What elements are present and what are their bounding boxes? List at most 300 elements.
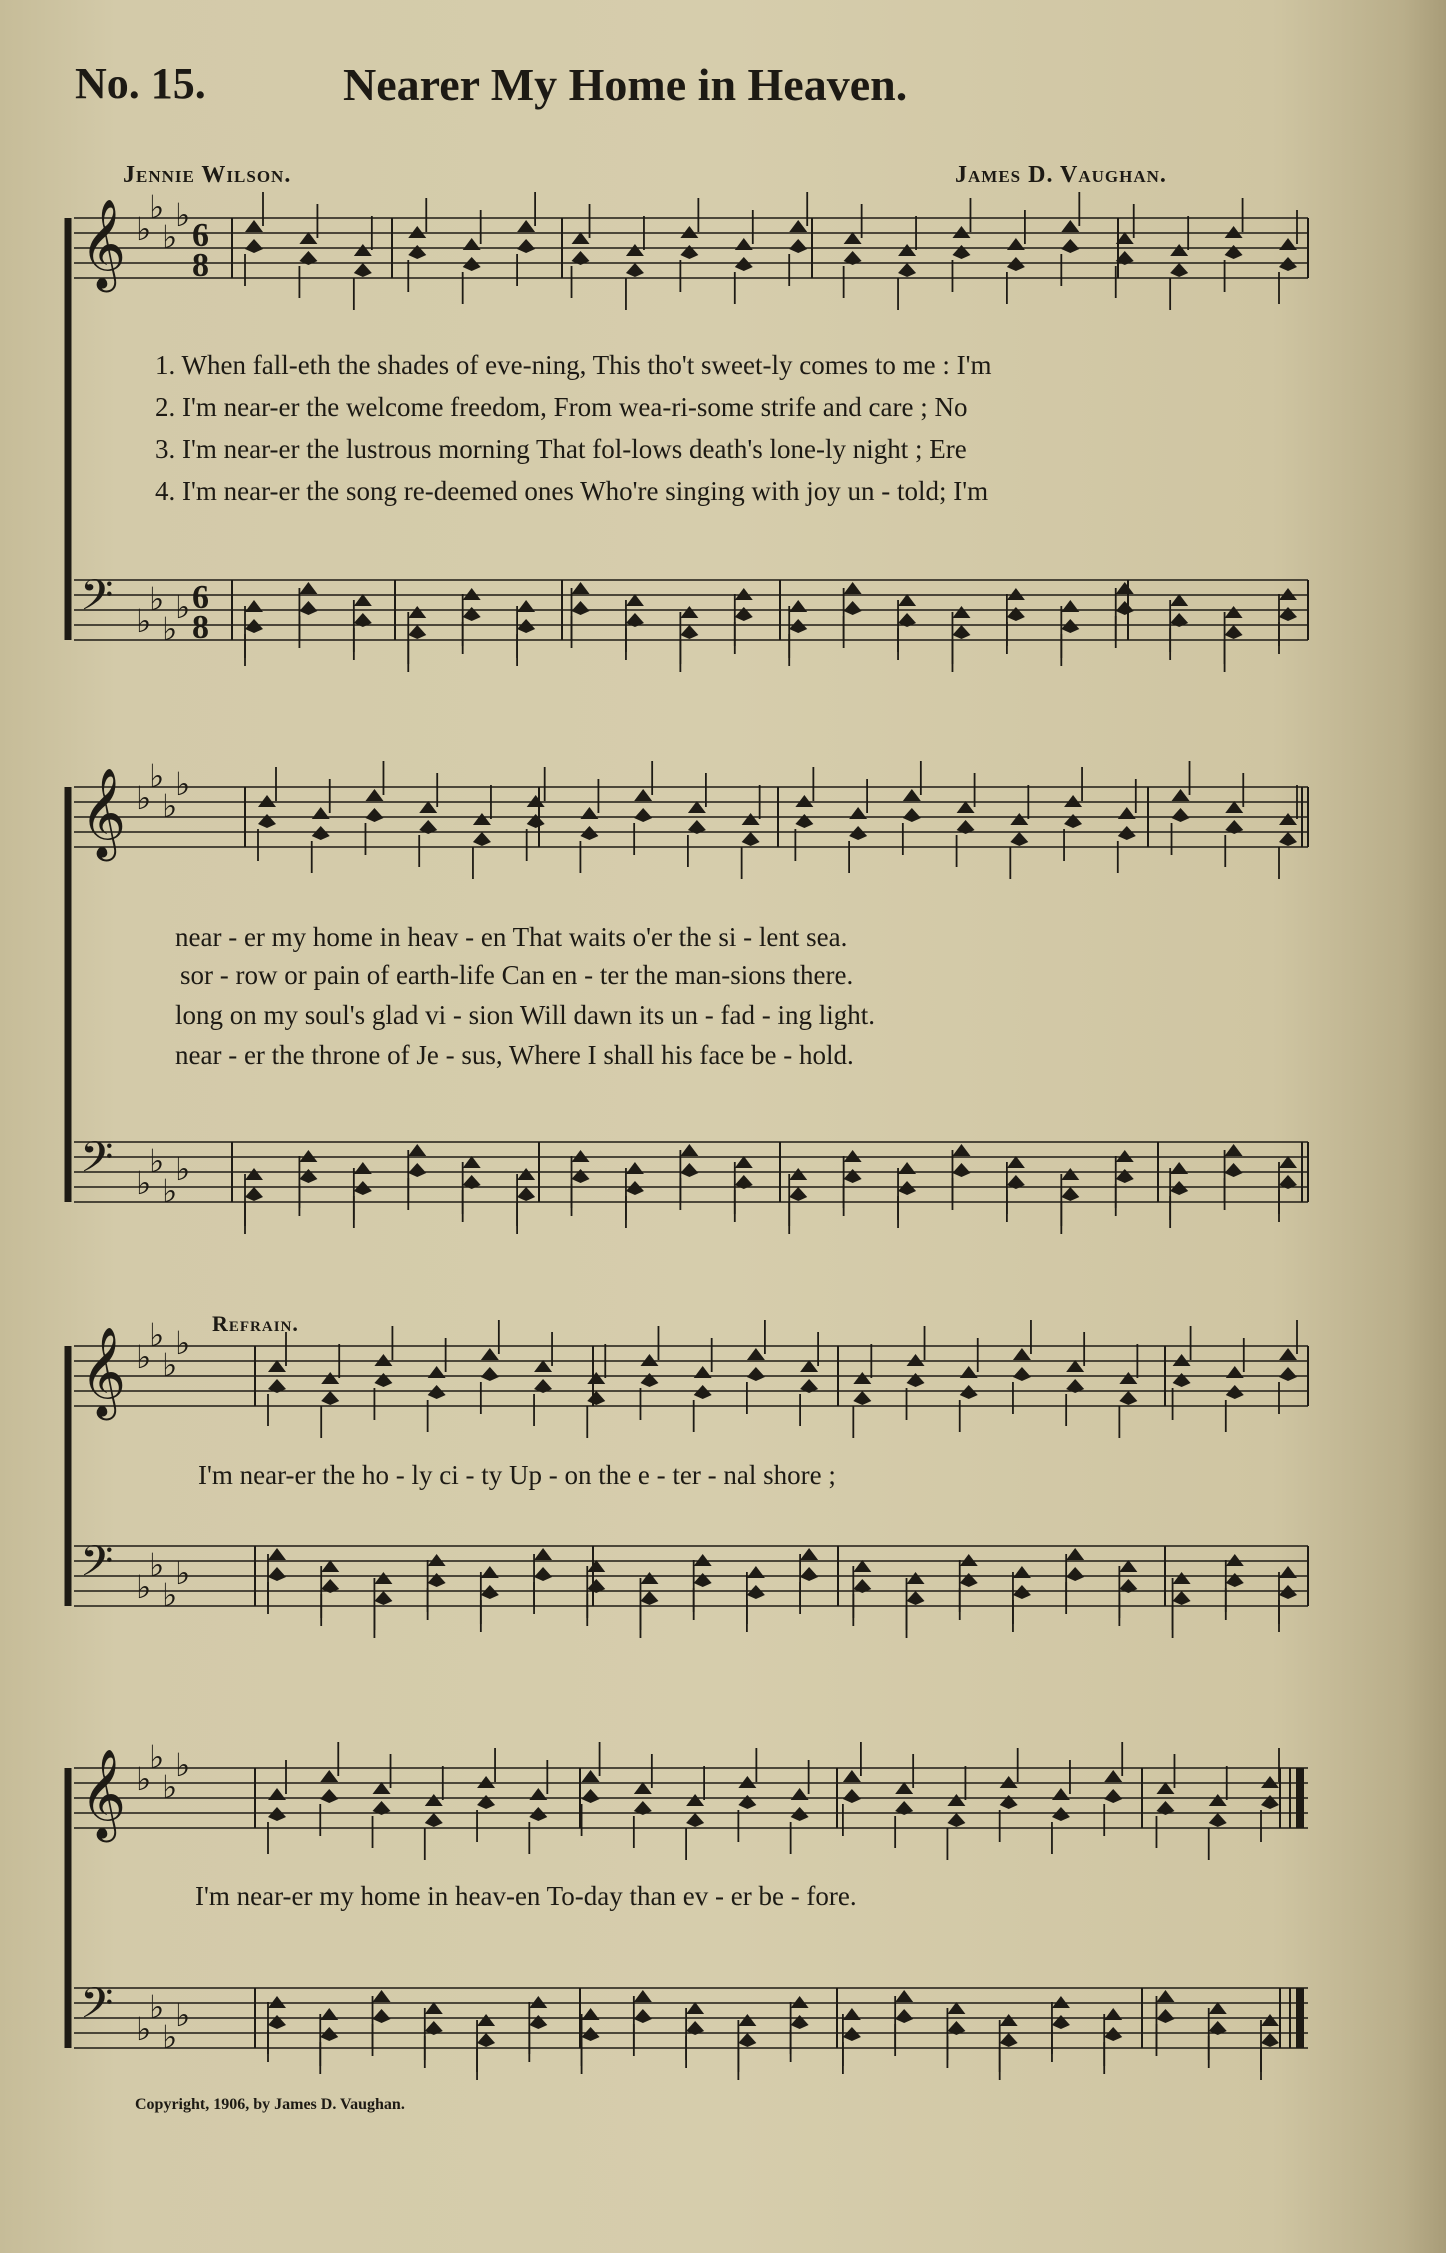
shape-note — [527, 814, 545, 828]
shape-note — [1013, 1348, 1031, 1360]
shape-note — [374, 1354, 392, 1366]
shape-note — [1052, 1807, 1070, 1821]
verse-1-line-1: 1. When fall-eth the shades of eve-ning, This tho't sweet-ly comes to me : I'm — [155, 350, 992, 380]
shape-note — [1061, 619, 1079, 633]
shape-note — [789, 600, 807, 612]
shape-note — [374, 1591, 392, 1605]
shape-note — [1064, 795, 1082, 807]
verse-4-line-2: near - er the throne of Je - sus, Where I shall his face be - hold. — [175, 1040, 854, 1070]
shape-note — [947, 1813, 965, 1827]
shape-note — [1170, 244, 1188, 256]
shape-note — [844, 582, 862, 594]
shape-note — [694, 1554, 712, 1566]
shape-note — [1279, 832, 1297, 846]
shape-note — [268, 1996, 286, 2008]
shape-note — [952, 226, 970, 238]
shape-note — [268, 1360, 286, 1372]
refrain-line-2: I'm near-er my home in heav-en To-day than ev - er be - fore. — [195, 1881, 857, 1911]
shape-note — [582, 2027, 600, 2041]
treble-clef: 𝄞 — [80, 768, 127, 858]
shape-note — [1173, 1572, 1191, 1584]
flat-sign: ♭ — [162, 1768, 178, 1806]
shape-note — [960, 1385, 978, 1399]
shape-note — [572, 582, 590, 594]
time-signature-top: 6 — [192, 217, 209, 254]
shape-note — [626, 244, 644, 256]
shape-note — [299, 601, 317, 615]
shape-note — [952, 625, 970, 639]
shape-note — [580, 807, 598, 819]
shape-note — [907, 1572, 925, 1584]
shape-note — [1225, 1144, 1243, 1156]
shape-note — [680, 245, 698, 259]
shape-note — [1170, 1162, 1188, 1174]
shape-note — [903, 789, 921, 801]
shape-note — [1119, 1560, 1137, 1572]
shape-note — [245, 619, 263, 633]
treble-clef: 𝄞 — [80, 1749, 127, 1839]
shape-note — [1007, 238, 1025, 250]
shape-note — [843, 1789, 861, 1803]
shape-note — [1000, 2033, 1018, 2047]
shape-note — [1052, 2015, 1070, 2029]
shape-note — [1261, 2014, 1279, 2026]
shape-note — [428, 1366, 446, 1378]
copyright-notice: Copyright, 1906, by James D. Vaughan. — [135, 2096, 405, 2113]
flat-sign: ♭ — [149, 1988, 165, 2026]
shape-note — [1061, 239, 1079, 253]
shape-note — [425, 2002, 443, 2014]
shape-note — [789, 239, 807, 253]
verse-2-line-1: 2. I'm near-er the welcome freedom, From wea-ri-some strife and care ; No — [155, 392, 968, 422]
flat-sign: ♭ — [136, 1568, 152, 1606]
flat-sign: ♭ — [149, 1546, 165, 1584]
shape-note — [245, 220, 263, 232]
shape-note — [534, 1567, 552, 1581]
shape-note — [747, 1348, 765, 1360]
shape-note — [463, 588, 481, 600]
shape-note — [582, 1789, 600, 1803]
shape-note — [640, 1572, 658, 1584]
flat-sign: ♭ — [149, 1142, 165, 1180]
shape-note — [686, 1813, 704, 1827]
shape-note — [640, 1354, 658, 1366]
flat-sign: ♭ — [175, 1150, 191, 1188]
shape-note — [477, 1795, 495, 1809]
flat-sign: ♭ — [136, 1760, 152, 1798]
shape-note — [952, 245, 970, 259]
shape-note — [1013, 1585, 1031, 1599]
shape-note — [1209, 1813, 1227, 1827]
shape-note — [791, 2015, 809, 2029]
shape-note — [1156, 2009, 1174, 2023]
shape-note — [680, 226, 698, 238]
shape-note — [735, 607, 753, 621]
flat-sign: ♭ — [149, 757, 165, 795]
shape-note — [735, 1156, 753, 1168]
shape-note — [1226, 1385, 1244, 1399]
shape-note — [477, 2014, 495, 2026]
shape-note — [582, 1770, 600, 1782]
shape-note — [245, 600, 263, 612]
treble-clef: 𝄞 — [80, 199, 127, 289]
shape-note — [1173, 1354, 1191, 1366]
shape-note — [1261, 1776, 1279, 1788]
shape-note — [800, 1360, 818, 1372]
shape-note — [481, 1367, 499, 1381]
shape-note — [1279, 1156, 1297, 1168]
shape-note — [1279, 1367, 1297, 1381]
shape-note — [1173, 1373, 1191, 1387]
shape-note — [1225, 245, 1243, 259]
shape-note — [1226, 1573, 1244, 1587]
shape-note — [1066, 1548, 1084, 1560]
shape-note — [1279, 607, 1297, 621]
shape-note — [789, 220, 807, 232]
shape-note — [844, 601, 862, 615]
shape-note — [587, 1372, 605, 1384]
shape-note — [365, 808, 383, 822]
shape-note — [844, 1150, 862, 1162]
shape-note — [1209, 2002, 1227, 2014]
shape-note — [1172, 808, 1190, 822]
shape-note — [408, 606, 426, 618]
shape-note — [738, 1776, 756, 1788]
shape-note — [1226, 1366, 1244, 1378]
shape-note — [680, 1144, 698, 1156]
shape-note — [960, 1554, 978, 1566]
shape-note — [582, 2008, 600, 2020]
shape-note — [428, 1554, 446, 1566]
shape-note — [738, 1795, 756, 1809]
flat-sign: ♭ — [175, 196, 191, 234]
shape-note — [1279, 588, 1297, 600]
shape-note — [735, 257, 753, 271]
flat-sign: ♭ — [162, 1346, 178, 1384]
shape-note — [735, 238, 753, 250]
shape-note — [1170, 1181, 1188, 1195]
shape-note — [791, 1788, 809, 1800]
treble-clef: 𝄞 — [80, 1327, 127, 1417]
shape-note — [1116, 1169, 1134, 1183]
shape-note — [1279, 813, 1297, 825]
flat-sign: ♭ — [149, 1738, 165, 1776]
final-barline — [1296, 1768, 1304, 1828]
shape-note — [312, 826, 330, 840]
shape-note — [795, 795, 813, 807]
shape-note — [374, 1373, 392, 1387]
shape-note — [527, 795, 545, 807]
shape-note — [408, 1144, 426, 1156]
shape-note — [529, 1807, 547, 1821]
flat-sign: ♭ — [162, 610, 178, 648]
shape-note — [1052, 1996, 1070, 2008]
flat-sign: ♭ — [175, 765, 191, 803]
shape-note — [529, 1788, 547, 1800]
shape-note — [354, 263, 372, 277]
verse-1-line-2: near - er my home in heav - en That waits o'er the si - lent sea. — [175, 922, 848, 952]
shape-note — [463, 257, 481, 271]
shape-note — [425, 1813, 443, 1827]
shape-note — [843, 1770, 861, 1782]
shape-note — [517, 239, 535, 253]
shape-note — [640, 1373, 658, 1387]
shape-note — [268, 2015, 286, 2029]
shape-note — [634, 1782, 652, 1794]
shape-note — [907, 1591, 925, 1605]
flat-sign: ♭ — [162, 218, 178, 256]
flat-sign: ♭ — [149, 1316, 165, 1354]
shape-note — [1225, 226, 1243, 238]
flat-sign: ♭ — [136, 779, 152, 817]
shape-note — [245, 1168, 263, 1180]
shape-note — [517, 619, 535, 633]
shape-note — [1104, 1770, 1122, 1782]
shape-note — [1279, 1348, 1297, 1360]
shape-note — [947, 1794, 965, 1806]
shape-note — [320, 2008, 338, 2020]
shape-note — [1061, 1187, 1079, 1201]
shape-note — [1226, 1554, 1244, 1566]
shape-note — [572, 1169, 590, 1183]
flat-sign: ♭ — [136, 602, 152, 640]
shape-note — [680, 625, 698, 639]
shape-note — [952, 1144, 970, 1156]
shape-note — [268, 1807, 286, 1821]
shape-note — [849, 826, 867, 840]
shape-note — [481, 1566, 499, 1578]
shape-note — [245, 1187, 263, 1201]
flat-sign: ♭ — [149, 188, 165, 226]
shape-note — [373, 1990, 391, 2002]
shape-note — [895, 1990, 913, 2002]
shape-note — [640, 1591, 658, 1605]
shape-note — [320, 2027, 338, 2041]
shape-note — [1066, 1360, 1084, 1372]
flat-sign: ♭ — [175, 1324, 191, 1362]
bass-clef: 𝄢 — [80, 1979, 114, 2039]
shape-note — [789, 619, 807, 633]
shape-note — [1119, 1372, 1137, 1384]
shape-note — [907, 1354, 925, 1366]
shape-note — [1013, 1566, 1031, 1578]
shape-note — [960, 1573, 978, 1587]
shape-note — [1209, 1794, 1227, 1806]
shape-note — [517, 220, 535, 232]
shape-note — [747, 1367, 765, 1381]
shape-note — [321, 1372, 339, 1384]
shape-note — [1061, 600, 1079, 612]
shape-note — [1279, 1566, 1297, 1578]
shape-note — [477, 2033, 495, 2047]
shape-note — [1007, 1156, 1025, 1168]
shape-note — [268, 1548, 286, 1560]
shape-note — [481, 1585, 499, 1599]
shape-note — [534, 1548, 552, 1560]
shape-note — [299, 1169, 317, 1183]
refrain-label: Refrain. — [212, 1311, 299, 1336]
shape-note — [791, 1807, 809, 1821]
shape-note — [694, 1366, 712, 1378]
shape-note — [1279, 257, 1297, 271]
verse-2-line-2: sor - row or pain of earth-life Can en - ter the man-sions there. — [180, 960, 854, 990]
shape-note — [473, 813, 491, 825]
shape-note — [735, 588, 753, 600]
shape-note — [853, 1372, 871, 1384]
shape-note — [960, 1366, 978, 1378]
shape-note — [1064, 814, 1082, 828]
shape-note — [245, 239, 263, 253]
shape-note — [408, 226, 426, 238]
bass-clef: 𝄢 — [80, 571, 114, 631]
shape-note — [428, 1573, 446, 1587]
shape-note — [1061, 1168, 1079, 1180]
shape-note — [572, 1150, 590, 1162]
shape-note — [1225, 1163, 1243, 1177]
shape-note — [680, 606, 698, 618]
shape-note — [1225, 625, 1243, 639]
shape-note — [800, 1548, 818, 1560]
shape-note — [843, 2027, 861, 2041]
shape-note — [738, 2014, 756, 2026]
flat-sign: ♭ — [175, 1996, 191, 2034]
shape-note — [299, 1150, 317, 1162]
shape-note — [907, 1373, 925, 1387]
shape-note — [408, 245, 426, 259]
shape-note — [268, 1567, 286, 1581]
shape-note — [789, 1168, 807, 1180]
shape-note — [517, 1187, 535, 1201]
shape-note — [686, 2002, 704, 2014]
shape-note — [680, 1163, 698, 1177]
flat-sign: ♭ — [162, 2018, 178, 2056]
verse-3-line-1: 3. I'm near-er the lustrous morning That fol-lows death's lone-ly night ; Ere — [155, 434, 967, 464]
shape-note — [634, 808, 652, 822]
shape-note — [1000, 1776, 1018, 1788]
shape-note — [1104, 2008, 1122, 2020]
shape-note — [634, 2009, 652, 2023]
time-signature-bottom: 8 — [192, 247, 209, 284]
shape-note — [1007, 607, 1025, 621]
shape-note — [1000, 1795, 1018, 1809]
flat-sign: ♭ — [162, 787, 178, 825]
shape-note — [1010, 832, 1028, 846]
shape-note — [408, 1163, 426, 1177]
shape-note — [580, 826, 598, 840]
shape-note — [898, 263, 916, 277]
shape-note — [952, 606, 970, 618]
shape-note — [1170, 263, 1188, 277]
shape-note — [1279, 1585, 1297, 1599]
shape-note — [843, 2008, 861, 2020]
flat-sign: ♭ — [149, 580, 165, 618]
shape-note — [795, 814, 813, 828]
shape-note — [844, 1169, 862, 1183]
shape-note — [354, 1162, 372, 1174]
shape-note — [898, 1181, 916, 1195]
refrain-line-1: I'm near-er the ho - ly ci - ty Up - on the e - ter - nal shore ; — [198, 1460, 836, 1490]
shape-note — [428, 1385, 446, 1399]
shape-note — [1066, 1567, 1084, 1581]
shape-note — [1261, 2033, 1279, 2047]
shape-note — [626, 1162, 644, 1174]
shape-note — [1172, 789, 1190, 801]
shape-note — [312, 807, 330, 819]
shape-note — [742, 832, 760, 846]
shape-note — [1013, 1367, 1031, 1381]
shape-note — [1119, 1391, 1137, 1405]
shape-note — [1279, 238, 1297, 250]
shape-note — [463, 238, 481, 250]
shape-note — [747, 1585, 765, 1599]
shape-note — [463, 607, 481, 621]
shape-note — [1173, 1591, 1191, 1605]
shape-note — [800, 1567, 818, 1581]
shape-note — [903, 808, 921, 822]
shape-note — [686, 1794, 704, 1806]
shape-note — [849, 807, 867, 819]
shape-note — [1225, 606, 1243, 618]
flat-sign: ♭ — [136, 210, 152, 248]
shape-note — [694, 1385, 712, 1399]
shape-note — [320, 1789, 338, 1803]
shape-note — [1104, 1789, 1122, 1803]
shape-note — [572, 601, 590, 615]
shape-note — [1116, 601, 1134, 615]
flat-sign: ♭ — [175, 1746, 191, 1784]
shape-note — [634, 789, 652, 801]
flat-sign: ♭ — [162, 1576, 178, 1614]
shape-note — [1010, 813, 1028, 825]
hymn-number: No. 15. — [75, 59, 206, 108]
final-barline — [1296, 1988, 1304, 2048]
shape-note — [373, 1782, 391, 1794]
shape-note — [299, 582, 317, 594]
shape-note — [895, 2009, 913, 2023]
flat-sign: ♭ — [136, 1164, 152, 1202]
shape-note — [694, 1573, 712, 1587]
shape-note — [1156, 1782, 1174, 1794]
shape-note — [1104, 2027, 1122, 2041]
shape-note — [587, 1560, 605, 1572]
shape-note — [258, 814, 276, 828]
shape-note — [1118, 826, 1136, 840]
shape-note — [738, 2033, 756, 2047]
shape-note — [321, 1391, 339, 1405]
shape-note — [1007, 257, 1025, 271]
shape-note — [529, 1996, 547, 2008]
shape-note — [374, 1572, 392, 1584]
shape-note — [517, 600, 535, 612]
shape-note — [853, 1560, 871, 1572]
shape-note — [952, 1163, 970, 1177]
shape-note — [481, 1348, 499, 1360]
shape-note — [898, 244, 916, 256]
shape-note — [791, 1996, 809, 2008]
shape-note — [587, 1391, 605, 1405]
shape-note — [626, 1181, 644, 1195]
flat-sign: ♭ — [136, 2010, 152, 2048]
composer-credit: James D. Vaughan. — [955, 162, 1167, 188]
hymn-title: Nearer My Home in Heaven. — [343, 59, 908, 110]
shape-note — [354, 1181, 372, 1195]
flat-sign: ♭ — [162, 1172, 178, 1210]
shape-note — [517, 1168, 535, 1180]
shape-note — [626, 263, 644, 277]
shape-note — [898, 1162, 916, 1174]
shape-note — [463, 1156, 481, 1168]
bass-clef: 𝄢 — [80, 1133, 114, 1193]
